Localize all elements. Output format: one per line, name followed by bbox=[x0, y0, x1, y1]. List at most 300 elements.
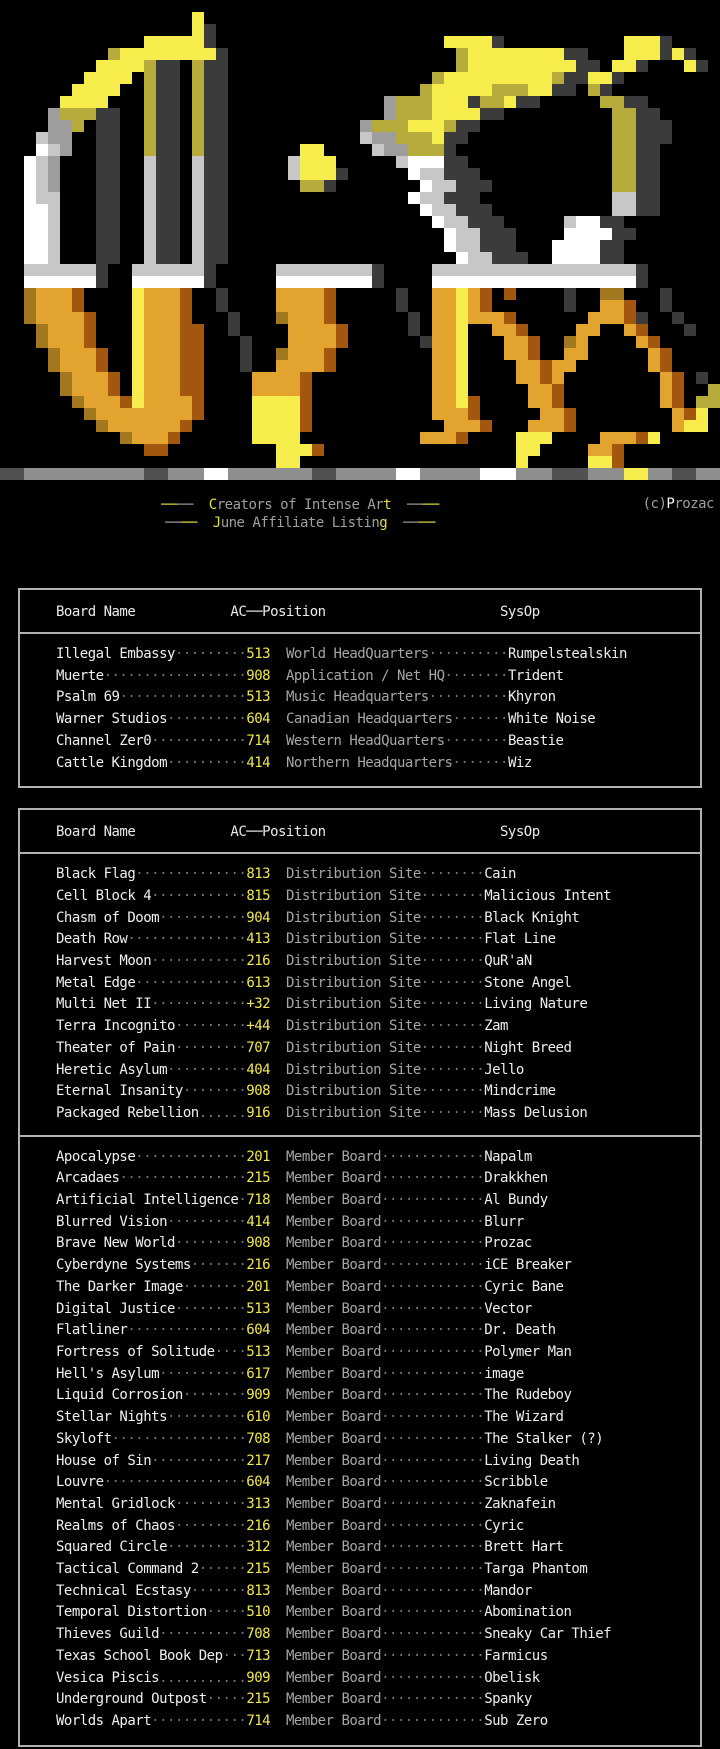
dot-leader: ··· bbox=[222, 1647, 247, 1664]
ansi-pixel bbox=[276, 396, 288, 408]
ansi-pixel bbox=[456, 288, 468, 300]
ansi-pixel bbox=[432, 300, 444, 312]
ansi-pixel bbox=[144, 96, 156, 108]
board-position: Music Headquarters bbox=[285, 689, 429, 706]
ansi-pixel bbox=[300, 420, 312, 432]
ansi-pixel bbox=[132, 60, 144, 72]
sysop-name: Living Nature bbox=[484, 996, 588, 1013]
ansi-pixel bbox=[144, 144, 156, 156]
ansi-pixel bbox=[588, 312, 600, 324]
ansi-pixel bbox=[648, 468, 660, 480]
ansi-pixel bbox=[432, 96, 444, 108]
ansi-pixel bbox=[312, 444, 324, 456]
ansi-pixel bbox=[636, 132, 648, 144]
board-row bbox=[56, 1559, 700, 1581]
ansi-pixel bbox=[480, 36, 492, 48]
ansi-pixel bbox=[180, 348, 192, 360]
ansi-pixel bbox=[444, 180, 456, 192]
ansi-pixel bbox=[72, 384, 84, 396]
sysop-name: Night Breed bbox=[484, 1039, 572, 1056]
ansi-pixel bbox=[84, 108, 96, 120]
ansi-pixel bbox=[324, 468, 336, 480]
ansi-pixel bbox=[288, 288, 300, 300]
ansi-pixel bbox=[144, 48, 156, 60]
ansi-pixel bbox=[192, 60, 204, 72]
ansi-pixel bbox=[576, 72, 588, 84]
dot-leader: ············· bbox=[381, 1691, 485, 1708]
ansi-pixel bbox=[300, 180, 312, 192]
ansi-pixel bbox=[468, 312, 480, 324]
ansi-pixel bbox=[96, 168, 108, 180]
board-position: Member Board bbox=[285, 1192, 382, 1209]
dot-leader: ············· bbox=[381, 1712, 485, 1729]
ansi-pixel bbox=[288, 336, 300, 348]
ansi-pixel bbox=[552, 468, 564, 480]
ansi-pixel bbox=[588, 84, 600, 96]
dot-leader bbox=[270, 689, 286, 705]
ansi-pixel bbox=[456, 468, 468, 480]
ansi-pixel bbox=[624, 312, 636, 324]
ansi-pixel bbox=[456, 396, 468, 408]
ansi-pixel bbox=[132, 276, 144, 288]
ansi-pixel bbox=[516, 72, 528, 84]
dot-leader bbox=[270, 1170, 286, 1186]
ansi-pixel bbox=[432, 396, 444, 408]
artist-credit bbox=[643, 496, 714, 512]
ansi-pixel bbox=[48, 360, 60, 372]
ansi-pixel bbox=[72, 84, 84, 96]
ansi-pixel bbox=[528, 432, 540, 444]
ansi-pixel bbox=[636, 276, 648, 288]
ansi-pixel bbox=[192, 84, 204, 96]
sysop-name: Obelisk bbox=[484, 1669, 540, 1686]
ansi-pixel bbox=[444, 432, 456, 444]
ansi-pixel bbox=[144, 468, 156, 480]
board-name: Underground Outpost bbox=[56, 1691, 207, 1708]
ansi-pixel bbox=[516, 324, 528, 336]
sysop-name: Abomination bbox=[484, 1604, 572, 1621]
ansi-pixel bbox=[168, 84, 180, 96]
ansi-pixel bbox=[36, 468, 48, 480]
ansi-pixel bbox=[60, 264, 72, 276]
ansi-pixel bbox=[564, 60, 576, 72]
ansi-pixel bbox=[192, 372, 204, 384]
ansi-pixel bbox=[480, 216, 492, 228]
board-position: Application / Net HQ bbox=[285, 667, 445, 684]
dot-leader: ············ bbox=[151, 996, 247, 1013]
ansi-pixel bbox=[288, 420, 300, 432]
ansi-pixel bbox=[396, 132, 408, 144]
ansi-pixel bbox=[180, 288, 192, 300]
ansi-pixel bbox=[156, 168, 168, 180]
board-position: Member Board bbox=[285, 1430, 382, 1447]
ansi-pixel bbox=[108, 468, 120, 480]
ansi-pixel bbox=[468, 36, 480, 48]
dot-leader: ········ bbox=[420, 909, 485, 926]
sysop-name: Living Death bbox=[484, 1452, 580, 1469]
ansi-pixel bbox=[276, 312, 288, 324]
ansi-pixel bbox=[108, 372, 120, 384]
ansi-pixel bbox=[348, 468, 360, 480]
board-name: Stellar Nights bbox=[56, 1409, 168, 1426]
ansi-pixel bbox=[468, 108, 480, 120]
dot-leader: ············· bbox=[381, 1257, 485, 1274]
ansi-pixel bbox=[528, 60, 540, 72]
ansi-pixel bbox=[528, 396, 540, 408]
board-position: Northern Headquarters bbox=[285, 754, 453, 771]
dot-leader bbox=[270, 1670, 286, 1686]
ansi-pixel bbox=[444, 384, 456, 396]
ansi-pixel bbox=[432, 192, 444, 204]
dot-leader: ············· bbox=[381, 1430, 485, 1447]
ansi-pixel bbox=[408, 192, 420, 204]
ansi-pixel bbox=[156, 432, 168, 444]
dot-leader: ········ bbox=[420, 1083, 485, 1100]
ansi-pixel bbox=[516, 444, 528, 456]
ansi-pixel bbox=[144, 180, 156, 192]
ansi-pixel bbox=[456, 204, 468, 216]
board-position: Distribution Site bbox=[285, 1018, 421, 1035]
dot-leader bbox=[270, 1366, 286, 1382]
board-name: Vesica Piscis bbox=[56, 1669, 160, 1686]
dot-leader: ········· bbox=[174, 1300, 247, 1317]
dot-leader bbox=[270, 910, 286, 926]
ansi-pixel bbox=[84, 84, 96, 96]
ansi-pixel bbox=[132, 312, 144, 324]
board-position: Member Board bbox=[285, 1604, 382, 1621]
ansi-pixel bbox=[192, 384, 204, 396]
ansi-pixel bbox=[588, 264, 600, 276]
ansi-pixel bbox=[552, 276, 564, 288]
ansi-pixel bbox=[24, 180, 36, 192]
ansi-pixel bbox=[468, 48, 480, 60]
ansi-pixel bbox=[84, 360, 96, 372]
board-name: Thieves Guild bbox=[56, 1626, 160, 1643]
ansi-pixel bbox=[276, 288, 288, 300]
board-name: Temporal Distortion bbox=[56, 1604, 207, 1621]
ansi-pixel bbox=[24, 264, 36, 276]
board-position: Member Board bbox=[285, 1495, 382, 1512]
ansi-pixel bbox=[456, 276, 468, 288]
ansi-pixel bbox=[120, 396, 132, 408]
area-code: 217 bbox=[246, 1452, 271, 1469]
ansi-pixel bbox=[72, 372, 84, 384]
ansi-pixel bbox=[468, 228, 480, 240]
ansi-pixel bbox=[600, 444, 612, 456]
ansi-pixel bbox=[456, 216, 468, 228]
ansi-pixel bbox=[144, 108, 156, 120]
dot-leader bbox=[270, 888, 286, 904]
ansi-pixel bbox=[216, 240, 228, 252]
ansi-pixel bbox=[168, 324, 180, 336]
board-row bbox=[56, 1016, 700, 1038]
ansi-pixel bbox=[552, 360, 564, 372]
ansi-pixel bbox=[168, 48, 180, 60]
ansi-pixel bbox=[480, 312, 492, 324]
ansi-pixel bbox=[540, 360, 552, 372]
ansi-pixel bbox=[84, 468, 96, 480]
ansi-pixel bbox=[516, 432, 528, 444]
ansi-pixel bbox=[456, 132, 468, 144]
ansi-pixel bbox=[60, 360, 72, 372]
area-code: 908 bbox=[246, 1083, 271, 1100]
dot-leader: ················ bbox=[119, 1170, 247, 1187]
ansi-pixel bbox=[108, 252, 120, 264]
ansi-pixel bbox=[264, 432, 276, 444]
ansi-pixel bbox=[336, 168, 348, 180]
ansi-pixel bbox=[192, 276, 204, 288]
ansi-pixel bbox=[612, 108, 624, 120]
sysop-name: Jello bbox=[484, 1061, 524, 1078]
ansi-pixel bbox=[168, 228, 180, 240]
ansi-pixel bbox=[444, 336, 456, 348]
ansi-pixel bbox=[156, 252, 168, 264]
ansi-pixel bbox=[612, 264, 624, 276]
ansi-pixel bbox=[180, 300, 192, 312]
sysop-name: The Rudeboy bbox=[484, 1387, 572, 1404]
ansi-pixel bbox=[492, 36, 504, 48]
dot-leader bbox=[270, 1583, 286, 1599]
dot-leader bbox=[270, 1409, 286, 1425]
ansi-pixel bbox=[360, 132, 372, 144]
ansi-pixel bbox=[600, 468, 612, 480]
ansi-pixel bbox=[504, 276, 516, 288]
ansi-pixel bbox=[708, 384, 720, 396]
ansi-pixel bbox=[444, 240, 456, 252]
ansi-pixel bbox=[168, 216, 180, 228]
dot-leader: ······· bbox=[452, 754, 508, 771]
ansi-pixel bbox=[276, 408, 288, 420]
area-code: 718 bbox=[246, 1192, 271, 1209]
ansi-pixel bbox=[300, 444, 312, 456]
ansi-pixel bbox=[132, 336, 144, 348]
ansi-pixel bbox=[648, 432, 660, 444]
dot-leader: ········ bbox=[420, 1039, 485, 1056]
ansi-pixel bbox=[624, 36, 636, 48]
ansi-pixel bbox=[156, 276, 168, 288]
ansi-pixel bbox=[624, 264, 636, 276]
ansi-pixel bbox=[96, 156, 108, 168]
board-row bbox=[56, 973, 700, 995]
ansi-pixel bbox=[612, 60, 624, 72]
ansi-pixel bbox=[384, 96, 396, 108]
dot-leader bbox=[270, 1691, 286, 1707]
ansi-pixel bbox=[468, 276, 480, 288]
banner-segment: ── bbox=[403, 515, 419, 531]
ansi-pixel bbox=[168, 132, 180, 144]
ansi-pixel bbox=[504, 312, 516, 324]
ansi-pixel bbox=[456, 336, 468, 348]
ansi-pixel bbox=[300, 384, 312, 396]
ansi-pixel bbox=[120, 60, 132, 72]
dot-leader bbox=[270, 1344, 286, 1360]
ansi-pixel bbox=[468, 216, 480, 228]
banner-segment: C bbox=[208, 497, 217, 513]
ansi-pixel bbox=[444, 324, 456, 336]
ansi-pixel bbox=[108, 192, 120, 204]
ansi-pixel bbox=[456, 252, 468, 264]
board-name: Illegal Embassy bbox=[56, 646, 175, 662]
board-position: Member Board bbox=[285, 1148, 382, 1165]
board-name: Muerte bbox=[56, 667, 104, 684]
ansi-pixel bbox=[660, 48, 672, 60]
ansi-pixel bbox=[192, 360, 204, 372]
ansi-pixel bbox=[324, 264, 336, 276]
ansi-pixel bbox=[180, 468, 192, 480]
ansi-pixel bbox=[156, 132, 168, 144]
board-row bbox=[56, 1581, 700, 1603]
ansi-pixel bbox=[396, 120, 408, 132]
ansi-pixel bbox=[108, 156, 120, 168]
area-code: 613 bbox=[246, 974, 271, 991]
dot-leader bbox=[270, 975, 286, 991]
ansi-pixel bbox=[288, 444, 300, 456]
ansi-pixel bbox=[300, 276, 312, 288]
ansi-pixel bbox=[396, 108, 408, 120]
credit-segment: (c) bbox=[642, 496, 667, 512]
ansi-pixel bbox=[528, 384, 540, 396]
ansi-pixel bbox=[372, 468, 384, 480]
ansi-pixel bbox=[96, 384, 108, 396]
dot-leader bbox=[270, 1322, 286, 1338]
ansi-pixel bbox=[96, 276, 108, 288]
ansi-pixel bbox=[36, 276, 48, 288]
board-name: Liquid Corrosion bbox=[56, 1387, 183, 1404]
ansi-pixel bbox=[288, 276, 300, 288]
ansi-pixel bbox=[276, 456, 288, 468]
banner-segment: t bbox=[383, 497, 392, 513]
dot-leader: ·············· bbox=[135, 866, 247, 883]
ansi-pixel bbox=[204, 108, 216, 120]
ansi-pixel bbox=[204, 192, 216, 204]
ansi-pixel bbox=[156, 240, 168, 252]
area-code: 604 bbox=[246, 1322, 271, 1339]
ansi-pixel bbox=[156, 216, 168, 228]
ansi-pixel bbox=[204, 60, 216, 72]
ansi-pixel bbox=[156, 312, 168, 324]
ansi-pixel bbox=[660, 468, 672, 480]
ansi-pixel bbox=[216, 72, 228, 84]
ansi-pixel bbox=[420, 156, 432, 168]
board-name: Theater of Pain bbox=[56, 1039, 175, 1056]
ansi-pixel bbox=[72, 324, 84, 336]
ansi-pixel bbox=[432, 120, 444, 132]
ansi-pixel bbox=[432, 216, 444, 228]
ansi-pixel bbox=[60, 132, 72, 144]
ansi-pixel bbox=[504, 252, 516, 264]
table-header: Board Name AC──Position SysOp bbox=[20, 810, 700, 854]
area-code: 714 bbox=[246, 1712, 271, 1729]
board-name: Chasm of Doom bbox=[56, 909, 160, 926]
ansi-pixel bbox=[648, 132, 660, 144]
dot-leader: ············· bbox=[381, 1604, 485, 1621]
ansi-pixel bbox=[420, 336, 432, 348]
ansi-pixel bbox=[144, 132, 156, 144]
ansi-pixel bbox=[288, 168, 300, 180]
ansi-pixel bbox=[492, 60, 504, 72]
board-row bbox=[56, 1537, 700, 1559]
ansi-pixel bbox=[192, 120, 204, 132]
ansi-pixel bbox=[432, 72, 444, 84]
ansi-pixel bbox=[420, 192, 432, 204]
ansi-pixel bbox=[192, 180, 204, 192]
ansi-pixel bbox=[456, 108, 468, 120]
dot-leader: ············· bbox=[381, 1474, 485, 1491]
ansi-pixel bbox=[588, 324, 600, 336]
dot-leader: ············· bbox=[381, 1343, 485, 1360]
area-code: 313 bbox=[246, 1495, 271, 1512]
ansi-pixel bbox=[588, 276, 600, 288]
ansi-pixel bbox=[612, 216, 624, 228]
ansi-pixel bbox=[384, 144, 396, 156]
ansi-pixel bbox=[24, 192, 36, 204]
ansi-pixel bbox=[192, 240, 204, 252]
ansi-pixel bbox=[156, 336, 168, 348]
ansi-pixel bbox=[588, 468, 600, 480]
board-row bbox=[56, 1602, 700, 1624]
ansi-pixel bbox=[372, 120, 384, 132]
ansi-pixel bbox=[288, 324, 300, 336]
ansi-pixel bbox=[636, 96, 648, 108]
ansi-pixel bbox=[612, 204, 624, 216]
ansi-pixel bbox=[192, 144, 204, 156]
ansi-pixel bbox=[144, 432, 156, 444]
ansi-pixel bbox=[252, 420, 264, 432]
ansi-pixel bbox=[576, 216, 588, 228]
ansi-pixel bbox=[564, 348, 576, 360]
ansi-pixel bbox=[144, 84, 156, 96]
sysop-name: Beastie bbox=[507, 732, 564, 749]
ansi-pixel bbox=[612, 156, 624, 168]
sysop-name: iCE Breaker bbox=[484, 1257, 572, 1274]
ansi-pixel bbox=[396, 468, 408, 480]
ansi-pixel bbox=[252, 408, 264, 420]
board-name: Blurred Vision bbox=[56, 1213, 168, 1230]
ansi-pixel bbox=[144, 384, 156, 396]
ansi-pixel bbox=[264, 408, 276, 420]
ansi-pixel bbox=[624, 132, 636, 144]
ansi-pixel bbox=[204, 264, 216, 276]
ansi-pixel bbox=[48, 204, 60, 216]
ansi-pixel bbox=[312, 312, 324, 324]
dot-leader: ············· bbox=[381, 1539, 485, 1556]
ansi-pixel bbox=[504, 240, 516, 252]
ansi-pixel bbox=[96, 204, 108, 216]
ansi-pixel bbox=[660, 300, 672, 312]
ansi-pixel bbox=[648, 108, 660, 120]
ansi-pixel bbox=[96, 132, 108, 144]
banner-segment: J bbox=[212, 515, 221, 531]
ansi-pixel bbox=[180, 372, 192, 384]
dot-leader bbox=[270, 1149, 286, 1165]
ansi-pixel bbox=[624, 204, 636, 216]
ansi-pixel bbox=[132, 48, 144, 60]
area-code: 909 bbox=[246, 1669, 271, 1686]
area-code: 707 bbox=[246, 1039, 271, 1056]
dot-leader bbox=[270, 711, 286, 727]
dot-leader: ······· bbox=[190, 1257, 247, 1274]
ansi-pixel bbox=[60, 384, 72, 396]
board-name: Fortress of Solitude bbox=[56, 1343, 215, 1360]
ansi-pixel bbox=[216, 108, 228, 120]
sysop-name: Scribble bbox=[484, 1474, 548, 1491]
ansi-pixel bbox=[516, 456, 528, 468]
ansi-pixel bbox=[612, 444, 624, 456]
ansi-pixel bbox=[372, 276, 384, 288]
ansi-pixel bbox=[456, 228, 468, 240]
ansi-pixel bbox=[168, 372, 180, 384]
ansi-pixel bbox=[36, 144, 48, 156]
